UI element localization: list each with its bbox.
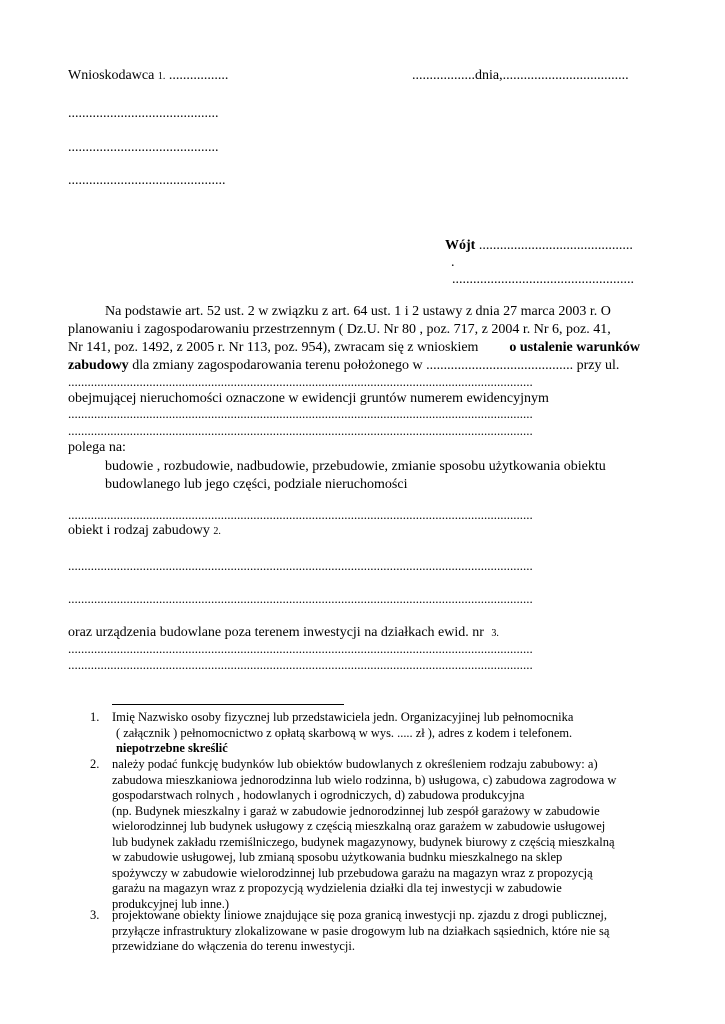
dots-line-street[interactable]: ............................................................................................................................................... <box>68 374 533 389</box>
place-dots[interactable]: .................. <box>412 68 475 83</box>
obiekt-line <box>68 523 221 539</box>
applicant-line-2[interactable]: ........................................... <box>68 140 219 155</box>
applicant-label: Wnioskodawca <box>68 68 155 83</box>
footnote-3-line: przewidziane do włączenia do terenu inwestycji. <box>112 939 355 953</box>
dots-line-urzadzenia-2[interactable]: ............................................................................................................................................... <box>68 657 533 672</box>
recipient-line <box>445 238 633 254</box>
footnote-1-number: 1. <box>90 710 100 724</box>
dots-line-urzadzenia-1[interactable]: ............................................................................................................................................... <box>68 641 533 656</box>
footnote-2-line: zabudowa mieszkaniowa jednorodzinna lub wielo rodzinna, b) usługowa, c) zabudowa zagrodowa w <box>112 772 617 787</box>
date-line <box>412 68 629 84</box>
footnote-1-line: ( załącznik ) pełnomocnictwo z opłatą skarbową w wys. ..... zł ), adres z kodem i telefonem. <box>115 725 573 740</box>
polega-line-2: budowlanego lub jego części, podziale nieruchomości <box>105 477 408 492</box>
footnote-3-number: 3. <box>90 908 100 922</box>
obiekt-footnote-ref: 2. <box>213 526 221 537</box>
urzadzenia-label: oraz urządzenia budowlane poza terenem inwestycji na działkach ewid. nr <box>68 625 484 640</box>
applicant-line-3[interactable]: ............................................. <box>68 173 226 188</box>
footnote-3 <box>112 908 655 955</box>
dots-line-polega[interactable]: ............................................................................................................................................... <box>68 507 533 522</box>
urzadzenia-footnote-ref: 3. <box>491 628 499 639</box>
para-bold-request: o ustalenie warunków <box>509 340 640 355</box>
footnote-2-line: (np. Budynek mieszkalny i garaż w zabudowie jednorodzinnej lub zespół garażowy w zabudowie <box>112 803 600 818</box>
footnote-2-line: wielorodzinnej lub budynek usługowy z częścią mieszkalną oraz garażem w zabudowie usługowej <box>112 819 606 833</box>
applicant-footnote-ref: 1. <box>157 71 166 82</box>
para-bold-zabudowy: zabudowy <box>68 358 129 373</box>
dots-line-obiekt-2[interactable]: ............................................................................................................................................... <box>68 591 533 606</box>
recipient-dots-2[interactable]: .................................................... <box>452 272 634 287</box>
footnote-2-line: spożywczy w zabudowie wielorodzinnej lub przebudowa garażu na magazyn wraz z propozycją <box>112 865 593 880</box>
footnote-1 <box>112 710 655 757</box>
obiekt-label: obiekt i rodzaj zabudowy <box>68 523 210 538</box>
applicant-dots[interactable]: ................. <box>168 68 229 83</box>
dots-line-obiekt-1[interactable]: ............................................................................................................................................... <box>68 558 533 573</box>
footnote-2-line: należy podać funkcję budynków lub obiektów budowlanych z określeniem rodzaju zabubowy: a) <box>112 757 598 771</box>
urzadzenia-line <box>68 625 499 641</box>
date-label: dnia, <box>475 68 503 83</box>
footnote-3-line: przyłącze infrastruktury zlokalizowane w pasie drogowym lub na działkach sąsiednich, które nie są <box>112 923 610 938</box>
polega-line-1: budowie , rozbudowie, nadbudowie, przebudowie, zmianie sposobu użytkowania obiektu <box>105 459 606 474</box>
footnote-3-line: projektowane obiekty liniowe znajdujące się poza granicą inwestycji np. zjazdu z drogi publicznej, <box>112 908 607 922</box>
applicant-header <box>68 68 228 84</box>
recipient-title: Wójt <box>445 238 476 253</box>
recipient-dots-1[interactable]: ............................................ <box>478 238 633 253</box>
footnote-2-line: garażu na magazyn wraz z propozycją wydzielenia działki dla tej inwestycji w zabudowie <box>112 881 562 895</box>
footnote-2-number: 2. <box>90 757 100 771</box>
para-line-3-text: Nr 141, poz. 1492, z 2005 r. Nr 113, poz. 954), zwracam się z wnioskiem <box>68 340 479 355</box>
recipient-dot: . <box>451 255 455 270</box>
footnote-2-line: lub budynek zakładu rzemiślniczego, budynek magazynowy, budynek biurowy z częścią mieszkalną <box>112 834 615 849</box>
dots-line-parcel-2[interactable]: ............................................................................................................................................... <box>68 423 533 438</box>
para-line-4 <box>68 358 619 374</box>
footnote-2 <box>112 757 655 912</box>
footnote-separator <box>112 704 344 705</box>
parcel-text: obejmującej nieruchomości oznaczone w ewidencji gruntów numerem ewidencyjnym <box>68 391 549 406</box>
footnote-1-line: Imię Nazwisko osoby fizycznej lub przedstawiciela jedn. Organizacyjinej lub pełnomocnika <box>112 710 574 724</box>
para-line-3 <box>68 340 640 356</box>
footnote-2-line: w zabudowie usługowej, lub zmianą sposobu użytkowania budnku mieszkalnego na sklep <box>112 850 563 864</box>
dots-line-parcel-1[interactable]: ............................................................................................................................................... <box>68 406 533 421</box>
para-line-4-text: dla zmiany zagospodarowania terenu położonego w .......................................... przy ul. <box>132 358 620 373</box>
para-line-2: planowaniu i zagospodarowaniu przestrzennym ( Dz.U. Nr 80 , poz. 717, z 2004 r. Nr 6, poz. 41, <box>68 322 611 337</box>
footnote-2-line: produkcyjnej lub inne.) <box>112 896 229 911</box>
polega-label: polega na: <box>68 440 126 455</box>
applicant-line-1[interactable]: ........................................... <box>68 106 219 121</box>
footnote-1-bold: niepotrzebne skreślić <box>115 741 228 755</box>
para-line-1: Na podstawie art. 52 ust. 2 w związku z art. 64 ust. 1 i 2 ustawy z dnia 27 marca 2003 r. O <box>105 304 611 319</box>
footnote-2-line: gospodarstwach rolnych , hodowlanych i ogrodniczych, d) zabudowa produkcyjna <box>112 788 525 802</box>
date-dots[interactable]: .................................... <box>502 68 629 83</box>
